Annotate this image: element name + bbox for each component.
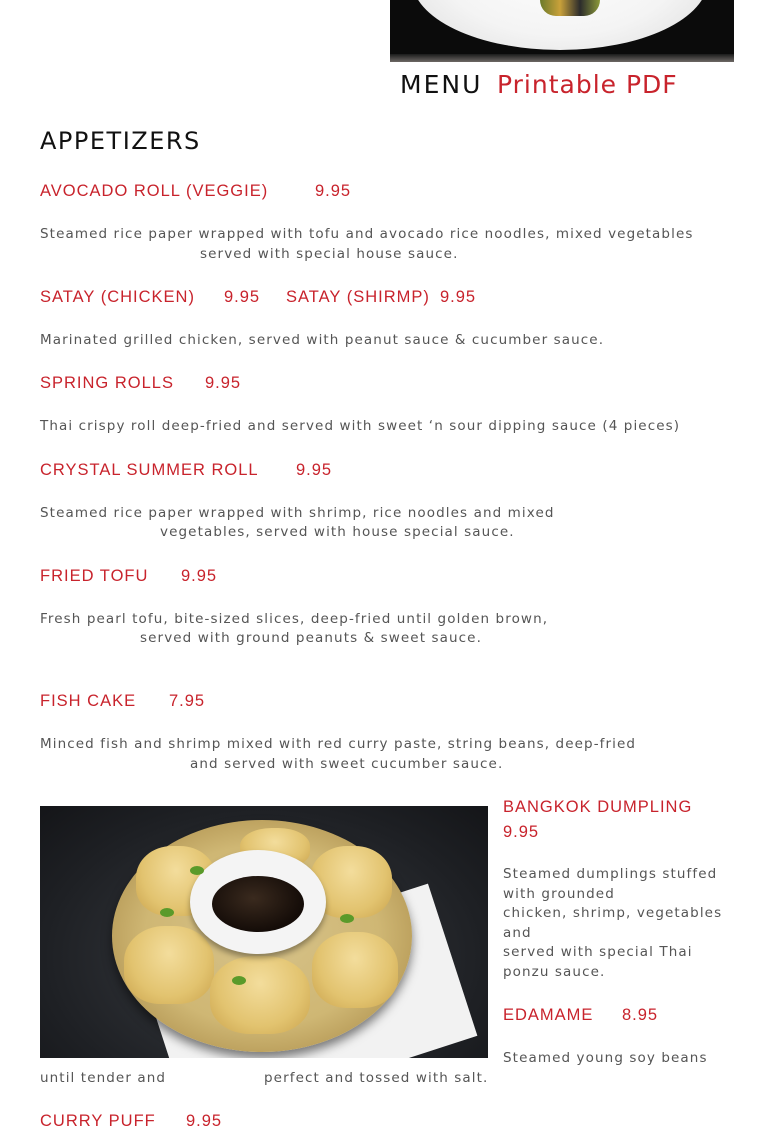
item-name-satay-chicken: SATAY (CHICKEN) — [40, 288, 195, 306]
item-price-bangkok-dumpling: 9.95 — [503, 823, 540, 841]
item-desc-spring-rolls: Thai crispy roll deep-fried and served with sweet ‘n sour dipping sauce (4 pieces) — [40, 418, 681, 434]
item-desc-bangkok-dumpling-3: chicken, shrimp, vegetables — [503, 905, 723, 921]
item-price-curry-puff: 9.95 — [186, 1112, 223, 1130]
item-name-fried-tofu: FRIED TOFU — [40, 567, 149, 585]
item-price-edamame: 8.95 — [622, 1006, 659, 1024]
item-price-satay-chicken: 9.95 — [224, 288, 261, 306]
item-price-avocado-roll: 9.95 — [315, 182, 352, 200]
item-name-spring-rolls: SPRING ROLLS — [40, 374, 174, 392]
item-name-curry-puff: CURRY PUFF — [40, 1112, 156, 1130]
item-name-bangkok-dumpling: BANGKOK DUMPLING — [503, 798, 693, 816]
item-price-satay-shrimp: 9.95 — [440, 288, 477, 306]
item-desc-avocado-roll-2: served with special house sauce. — [200, 246, 459, 262]
item-name-crystal-summer-roll: CRYSTAL SUMMER ROLL — [40, 461, 259, 479]
item-price-fried-tofu: 9.95 — [181, 567, 218, 585]
item-price-fish-cake: 7.95 — [169, 692, 206, 710]
dumpling-photo — [40, 806, 488, 1058]
item-desc-edamame-2a: until tender and — [40, 1070, 167, 1086]
item-desc-bangkok-dumpling-2: with grounded — [503, 886, 615, 902]
item-desc-bangkok-dumpling-5: served with special Thai — [503, 944, 693, 960]
hero-food-image — [390, 0, 734, 62]
item-price-crystal-summer-roll: 9.95 — [296, 461, 333, 479]
item-desc-bangkok-dumpling-1: Steamed dumplings stuffed — [503, 866, 718, 882]
menu-heading: MENU — [400, 70, 483, 99]
item-desc-edamame-2b: perfect and tossed with salt. — [264, 1070, 489, 1086]
item-desc-avocado-roll-1: Steamed rice paper wrapped with tofu and avocado rice noodles, mixed vegetables — [40, 226, 694, 242]
item-desc-edamame-1: Steamed young soy beans — [503, 1050, 708, 1066]
item-desc-fish-cake-2: and served with sweet cucumber sauce. — [190, 756, 504, 772]
item-desc-fish-cake-1: Minced fish and shrimp mixed with red curry paste, string beans, deep-fried — [40, 736, 637, 752]
section-title-appetizers: APPETIZERS — [40, 127, 201, 155]
item-name-edamame: EDAMAME — [503, 1006, 594, 1024]
item-name-fish-cake: FISH CAKE — [40, 692, 137, 710]
printable-pdf-link[interactable]: Printable PDF — [497, 70, 678, 99]
item-price-spring-rolls: 9.95 — [205, 374, 242, 392]
item-desc-satay: Marinated grilled chicken, served with peanut sauce & cucumber sauce. — [40, 332, 605, 348]
item-desc-crystal-summer-roll-2: vegetables, served with house special sauce. — [160, 524, 515, 540]
item-desc-fried-tofu-1: Fresh pearl tofu, bite-sized slices, deep-fried until golden brown, — [40, 611, 549, 627]
item-name-avocado-roll: AVOCADO ROLL (VEGGIE) — [40, 182, 269, 200]
item-desc-bangkok-dumpling-6: ponzu sauce. — [503, 964, 606, 980]
item-desc-bangkok-dumpling-4: and — [503, 925, 532, 941]
item-name-satay-shrimp: SATAY (SHIRMP) — [286, 288, 430, 306]
item-desc-crystal-summer-roll-1: Steamed rice paper wrapped with shrimp, rice noodles and mixed — [40, 505, 555, 521]
item-desc-fried-tofu-2: served with ground peanuts & sweet sauce. — [140, 630, 482, 646]
